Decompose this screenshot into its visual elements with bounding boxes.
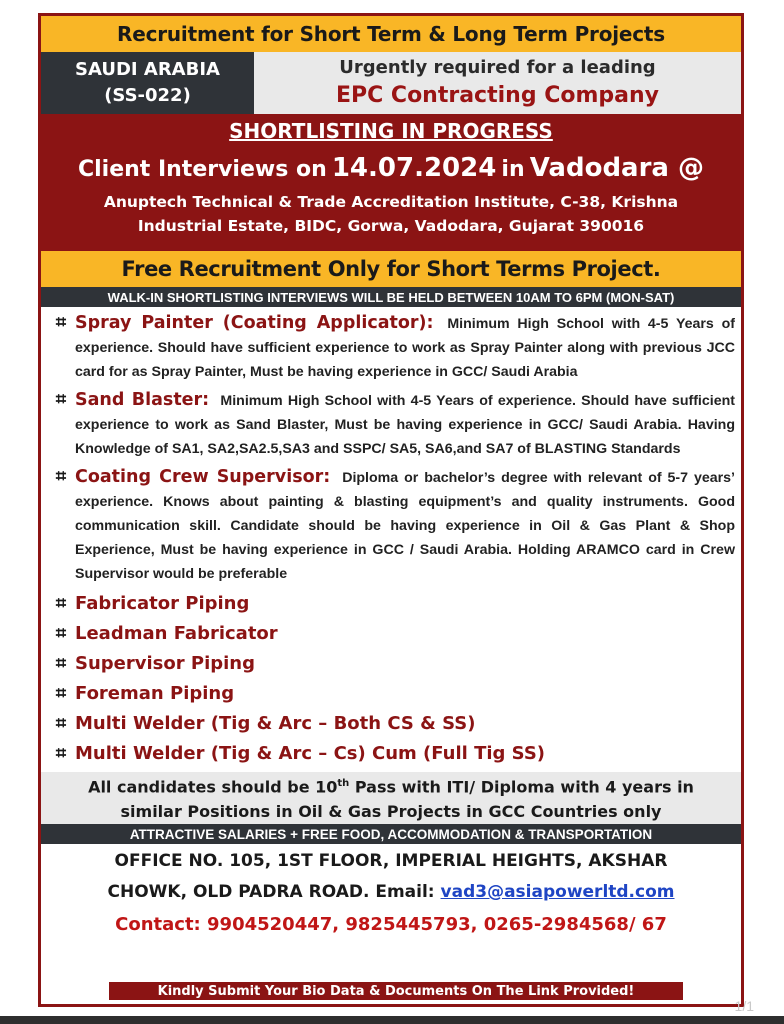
email-link[interactable]: vad3@asiapowerltd.com [440, 882, 675, 902]
office-address [41, 846, 741, 908]
country-name: SAUDI ARABIA [75, 59, 220, 80]
job-item [47, 590, 735, 618]
hash-bullet-icon: ⌗ [55, 466, 67, 487]
interview-banner [41, 114, 741, 251]
hash-bullet-icon: ⌗ [55, 593, 67, 614]
job-item [47, 740, 735, 768]
job-title: Fabricator Piping [75, 593, 250, 614]
submit-documents-note: Kindly Submit Your Bio Data & Documents On The Link Provided! [109, 982, 683, 1000]
job-item [47, 388, 735, 461]
job-item [47, 650, 735, 678]
header-row [41, 52, 741, 114]
job-title: Supervisor Piping [75, 653, 255, 674]
job-item [47, 620, 735, 648]
interview-in: in [501, 157, 525, 182]
job-description: Minimum High School with 4-5 Years of experience. Should have sufficient experience to work as Sand Blaster, Must be having experience in GCC/ Saudi Arabia. Having Knowledge of SA1, SA2,SA2.5,SA3 and SSPC/ SA5, SA6,and SA7 of BLASTING Standards [75, 393, 735, 457]
job-title: Coating Crew Supervisor: [75, 467, 331, 487]
company-type: EPC Contracting Company [335, 83, 660, 108]
job-description: Minimum High School with 4-5 Years of experience. Should have sufficient experience to work as Spray Painter along with previous JCC card for as Spray Painter, Must be having experience in GCC/ Saudi Arabia [75, 316, 735, 380]
job-title: Multi Welder (Tig & Arc – Cs) Cum (Full Tig SS) [75, 743, 546, 764]
interview-prefix: Client Interviews on [77, 157, 327, 182]
job-item [47, 710, 735, 738]
requirement-superscript: th [337, 778, 350, 790]
venue-address-line2: Industrial Estate, BIDC, Gorwa, Vadodara, Gujarat 390016 [137, 217, 645, 235]
requirement-text: All candidates should be 10 [88, 777, 338, 797]
job-title: Spray Painter (Coating Applicator): [75, 313, 434, 333]
venue-address-line1: Anuptech Technical & Trade Accreditation Institute, C-38, Krishna [103, 193, 679, 211]
hash-bullet-icon: ⌗ [55, 623, 67, 644]
benefits-bar: ATTRACTIVE SALARIES + FREE FOOD, ACCOMMODATION & TRANSPORTATION [41, 824, 741, 844]
job-item [47, 680, 735, 708]
interview-details [78, 149, 704, 190]
job-item [47, 311, 735, 384]
job-description: Diploma or bachelor’s degree with relevant of 5-7 years’ experience. Knows about painting & blasting equipment’s and quality instruments. Good communication skill. Candidate should be having experience in Oil & Gas Plant & Shop Experience, Must be having experience in GCC / Saudi Arabia. Holding ARAMCO card in Crew Supervisor would be preferable [75, 470, 735, 582]
country-block [41, 52, 254, 114]
requirement-text: similar Positions in Oil & Gas Projects in GCC Countries only [120, 801, 662, 821]
hash-bullet-icon: ⌗ [55, 683, 67, 704]
job-title: Sand Blaster: [75, 390, 210, 410]
requirement-text: Pass with ITI/ Diploma with 4 years in [349, 777, 694, 797]
job-list [41, 307, 741, 768]
intro-text: Urgently required for a leading [339, 57, 656, 78]
reference-code: (SS-022) [104, 85, 191, 106]
hash-bullet-icon: ⌗ [55, 653, 67, 674]
walkin-timing-bar: WALK-IN SHORTLISTING INTERVIEWS WILL BE HELD BETWEEN 10AM TO 6PM (MON-SAT) [41, 287, 741, 307]
shortlisting-status: SHORTLISTING IN PROGRESS [229, 119, 553, 143]
office-address-line2: CHOWK, OLD PADRA ROAD. [107, 882, 370, 902]
interview-date: 14.07.2024 [331, 153, 497, 183]
bottom-strip [0, 1016, 784, 1024]
page-indicator: 1/1 [734, 998, 754, 1014]
company-intro [254, 52, 741, 114]
recruitment-poster [38, 13, 744, 1007]
venue-address [90, 190, 692, 238]
hash-bullet-icon: ⌗ [55, 713, 67, 734]
office-address-line1: OFFICE NO. 105, 1ST FLOOR, IMPERIAL HEIGHTS, AKSHAR [114, 851, 668, 871]
interview-city: Vadodara @ [529, 153, 705, 183]
job-item [47, 465, 735, 586]
job-title: Foreman Piping [75, 683, 235, 704]
contact-numbers: Contact: 9904520447, 9825445793, 0265-2984568/ 67 [115, 914, 667, 935]
email-label: Email: [375, 882, 435, 902]
free-recruitment-banner: Free Recruitment Only for Short Terms Project. [41, 251, 741, 287]
hash-bullet-icon: ⌗ [55, 743, 67, 764]
hash-bullet-icon: ⌗ [55, 389, 67, 410]
hash-bullet-icon: ⌗ [55, 312, 67, 333]
job-title: Multi Welder (Tig & Arc – Both CS & SS) [75, 713, 476, 734]
eligibility-requirement [41, 772, 741, 824]
job-title: Leadman Fabricator [75, 623, 278, 644]
poster-title: Recruitment for Short Term & Long Term Projects [41, 16, 741, 52]
